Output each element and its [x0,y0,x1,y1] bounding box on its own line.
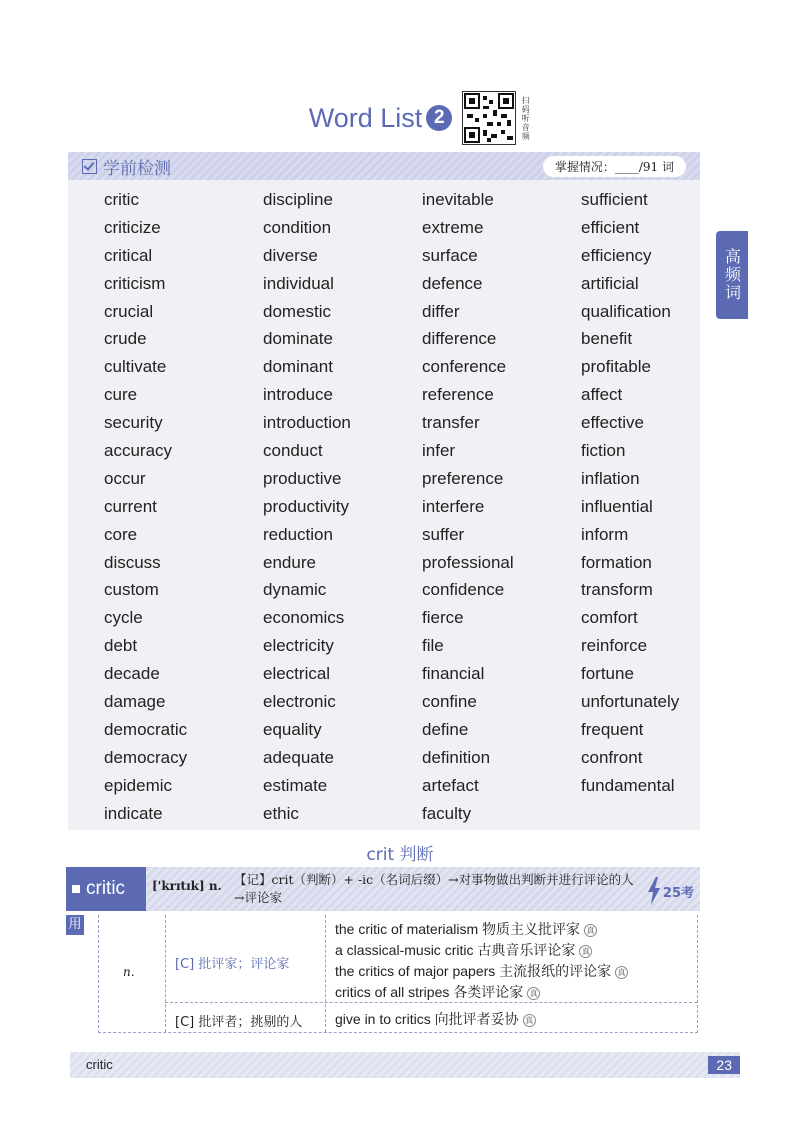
word-item: equality [263,719,322,739]
word-item: indicate [104,803,163,823]
word-item: estimate [263,775,328,795]
footer-word: critic [86,1057,113,1072]
word-column [104,186,263,827]
word-item: individual [263,273,334,293]
example-line [335,919,628,940]
entry-header [66,867,700,911]
word-item: democracy [104,747,188,767]
word-item: defence [422,273,483,293]
side-tab-high-frequency[interactable]: 高频词 [716,231,748,319]
word-item: interfere [422,496,485,516]
word-item: confidence [422,580,505,600]
mastery-counter: 掌握情况：____/91 词 [543,156,686,177]
page-number: 23 [708,1056,740,1074]
word-item: efficiency [581,245,652,265]
word-item: confront [581,747,643,767]
word-item: criticize [104,217,161,237]
qr-code-icon[interactable] [462,91,516,145]
word-item: adequate [263,747,334,767]
word-item: democratic [104,719,188,739]
example-text: a classical-music critic 古典音乐评论家 [335,942,576,958]
word-item: custom [104,580,159,600]
word-item: infer [422,441,456,461]
word-column [422,186,581,827]
word-item: inevitable [422,190,494,209]
lightning-icon [647,877,661,905]
word-item: economics [263,608,345,628]
word-item: debt [104,636,138,656]
word-item: accuracy [104,441,173,461]
word-item: conduct [263,441,323,461]
sense-2: [C] 批评者；挑剔的人 [175,1015,303,1030]
word-item: formation [581,552,652,572]
word-item: crucial [104,301,154,321]
usage-table [98,915,698,1033]
word-item: fiction [581,441,626,461]
exam-mark-icon: 真 [579,945,592,958]
word-item: surface [422,245,478,265]
word-item: transfer [422,413,480,433]
word-item: fundamental [581,775,675,795]
word-item: decade [104,664,160,684]
example-text: give in to critics 向批评者妥协 [335,1011,519,1027]
square-bullet-icon [72,885,80,893]
word-item: fierce [422,608,464,628]
sense-1-examples [335,919,628,1003]
word-item: faculty [422,803,472,823]
word-item: qualification [581,301,671,321]
exam-mark-icon: 真 [615,966,628,979]
word-item: effective [581,413,645,433]
word-item: reinforce [581,636,648,656]
sense-2-example [335,1009,536,1030]
word-item: criticism [104,273,166,293]
divider [165,915,166,1032]
example-text: critics of all stripes 各类评论家 [335,984,524,1000]
pre-test-panel [68,152,700,830]
word-item: endure [263,552,316,572]
word-item: inform [581,524,629,544]
word-item: discuss [104,552,161,572]
word-item: financial [422,664,485,684]
panel-title: 学前检测 [103,158,171,179]
word-item: cultivate [104,357,167,377]
word-item: preference [422,468,504,488]
word-item: critic [104,190,139,209]
word-item: differ [422,301,460,321]
word-item: critical [104,245,153,265]
divider [325,915,326,1032]
example-line [335,961,628,982]
usage-tab: 用 [66,915,84,935]
word-grid [104,186,740,827]
word-item: cure [104,385,138,405]
word-item: electrical [263,664,331,684]
example-line [335,982,628,1003]
word-item: productivity [263,496,349,516]
word-item: frequent [581,719,644,739]
word-item: electronic [263,692,336,712]
page-title [309,103,453,134]
checkbox-icon [82,159,97,174]
word-item: discipline [263,190,333,209]
frequency-text: 25考 [662,885,694,901]
word-item: file [422,636,444,656]
exam-mark-icon: 真 [523,1014,536,1027]
word-item: dominant [263,357,333,377]
word-item: definition [422,747,491,767]
word-item: conference [422,357,507,377]
word-item: condition [263,217,332,237]
phonetic: ['krɪtɪk] n. [152,879,222,893]
example-line [335,940,628,961]
word-item: unfortunately [581,692,680,712]
word-item: epidemic [104,775,173,795]
example-text: the critics of major papers 主流报纸的评论家 [335,963,612,979]
word-item: fortune [581,664,634,684]
word-item: introduce [263,385,333,405]
word-item: transform [581,580,653,600]
sense-1: [C] 批评家；评论家 [175,957,290,972]
word-item: benefit [581,329,633,349]
word-item: damage [104,692,166,712]
word-item: dynamic [263,580,327,600]
headword-text: critic [86,878,126,899]
part-of-speech: n. [123,965,135,979]
word-item: dominate [263,329,333,349]
root-heading: crit 判断 [366,845,434,865]
word-item: introduction [263,413,351,433]
word-item: diverse [263,245,318,265]
word-item: domestic [263,301,332,321]
word-item: confine [422,692,477,712]
word-item: profitable [581,357,651,377]
word-item: suffer [422,524,465,544]
title-row [0,88,800,148]
word-item: electricity [263,636,334,656]
word-item: comfort [581,608,638,628]
page-title-text: Word List [308,102,423,133]
word-item: difference [422,329,497,349]
word-item: affect [581,385,623,405]
word-item: reference [422,385,494,405]
word-item: core [104,524,138,544]
exam-mark-icon: 真 [527,987,540,1000]
word-item: crude [104,329,147,349]
word-item: professional [422,552,514,572]
word-item: inflation [581,468,640,488]
word-item: sufficient [581,190,648,209]
word-column [581,186,740,827]
word-item: ethic [263,803,299,823]
memory-note: 【记】crit（判断）+ -ic（名词后缀）→对事物做出判断并进行评论的人→评论家 [234,872,634,905]
qr-caption: 扫码听音频 [521,95,531,141]
word-item: extreme [422,217,484,237]
frequency-badge [647,877,694,905]
exam-mark-icon: 真 [584,924,597,937]
example-text: the critic of materialism 物质主义批评家 [335,921,581,937]
footer-bar [70,1052,740,1078]
word-item: reduction [263,524,333,544]
word-item: current [104,496,157,516]
panel-header [68,152,700,180]
word-item: influential [581,496,653,516]
word-item: cycle [104,608,143,628]
word-item: artefact [422,775,479,795]
word-item: artificial [581,273,639,293]
word-item: efficient [581,217,640,237]
word-item: security [104,413,163,433]
word-column [263,186,422,827]
word-item: productive [263,468,342,488]
word-item: define [422,719,469,739]
word-item: occur [104,468,146,488]
list-number-badge: 2 [426,105,452,131]
headword [66,867,146,911]
